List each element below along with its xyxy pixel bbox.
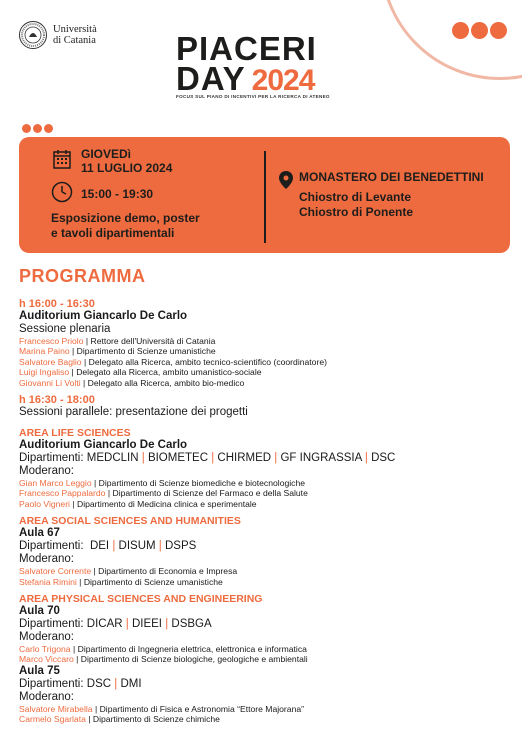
moderator-row: Francesco Pappalardo | Dipartimento di Scienze del Farmaco e della Salute [19, 488, 308, 499]
moderator-row: Salvatore Corrente | Dipartimento di Economia e Impresa [19, 566, 238, 577]
room-name: Aula 75 [19, 664, 60, 677]
event-date: GIOVEDì 11 LUGLIO 2024 [81, 147, 173, 175]
moderators-label: Moderano: [19, 631, 74, 644]
university-logo [18, 20, 97, 50]
moderators-label: Moderano: [19, 553, 74, 566]
speaker-row: Francesco Priolo | Rettore dell'Università di Catania [19, 336, 216, 346]
event-cloisters: Chiostro di Levante Chiostro di Ponente [299, 190, 413, 219]
moderator-row: Gian Marco Leggio | Dipartimento di Scienze biomediche e biotecnologiche [19, 478, 306, 489]
program-heading: PROGRAMMA [19, 266, 146, 286]
title-year: 2024 [251, 64, 315, 97]
departments-row: Dipartimenti: MEDCLIN | BIOMETEC | CHIRMED | GF INGRASSIA | DSC [19, 452, 396, 465]
session-1-time: h 16:00 - 16:30 [19, 298, 95, 310]
departments-row: Dipartimenti: DEI | DISUM | DSPS [19, 540, 197, 553]
session-2-desc: Sessioni parallele: presentazione dei progetti [19, 406, 248, 419]
moderators-label: Moderano: [19, 690, 74, 703]
title-subtitle: FOCUS SUL PIANO DI INCENTIVI PER LA RICERCA DI ATENEO [176, 94, 330, 99]
university-name: Università di Catania [53, 24, 97, 46]
session-1-place: Auditorium Giancarlo De Carlo [19, 310, 188, 322]
area-title: AREA LIFE SCIENCES [19, 427, 131, 440]
speaker-row: Marina Paino | Dipartimento di Scienze umanistiche [19, 346, 216, 357]
program-section [19, 266, 514, 725]
event-info-banner [19, 137, 510, 253]
speaker-row: Salvatore Baglio | Delegato alla Ricerca, ambito tecnico-scientifico (coordinatore) [19, 356, 327, 367]
event-time: 15:00 - 19:30 [81, 187, 154, 201]
moderator-row: Carmelo Sgarlata | Dipartimento di Scienze chimiche [19, 714, 220, 725]
calendar-icon [53, 149, 71, 169]
departments-row: Dipartimenti: DSC | DMI [19, 677, 142, 690]
moderators-label: Moderano: [19, 465, 74, 478]
moderator-row: Carlo Trigona | Dipartimento di Ingegneria elettrica, elettronica e informatica [19, 644, 307, 655]
area-title: AREA PHYSICAL SCIENCES AND ENGINEERING [19, 593, 263, 606]
event-venue: MONASTERO DEI BENEDETTINI [299, 170, 484, 184]
event-exhibition: Esposizione demo, poster e tavoli dipartimentali [51, 211, 200, 240]
clock-icon [51, 181, 73, 203]
room-name: Auditorium Giancarlo De Carlo [19, 439, 188, 452]
departments-row: Dipartimenti: DICAR | DIEEI | DSBGA [19, 618, 212, 631]
speaker-row: Giovanni Li Volti | Delegato alla Ricerca, ambito bio-medico [19, 377, 245, 388]
title-line-1: PIACERI [176, 30, 317, 67]
session-1-desc: Sessione plenaria [19, 323, 111, 335]
banner-divider [264, 151, 266, 243]
title-line-2: DAY 2024 [176, 60, 315, 97]
moderator-row: Stefania Rimini | Dipartimento di Scienze umanistiche [19, 576, 223, 587]
moderator-row: Salvatore Mirabella | Dipartimento di Fisica e Astronomia “Ettore Majorana” [19, 703, 304, 714]
decorative-dots-top-right [452, 22, 507, 39]
room-name: Aula 67 [19, 527, 60, 540]
location-pin-icon [279, 171, 293, 189]
session-2-time: h 16:30 - 18:00 [19, 394, 95, 407]
university-seal-icon [18, 20, 48, 50]
area-title: AREA SOCIAL SCIENCES AND HUMANITIES [19, 515, 241, 528]
decorative-dots-left [22, 124, 53, 133]
moderator-row: Marco Viccaro | Dipartimento di Scienze biologiche, geologiche e ambientali [19, 654, 308, 665]
moderator-row: Paolo Vigneri | Dipartimento di Medicina clinica e sperimentale [19, 498, 257, 509]
room-name: Aula 70 [19, 605, 60, 618]
speaker-row: Luigi Ingaliso | Delegato alla Ricerca, ambito umanistico-sociale [19, 367, 262, 378]
decorative-arc [380, 0, 522, 80]
